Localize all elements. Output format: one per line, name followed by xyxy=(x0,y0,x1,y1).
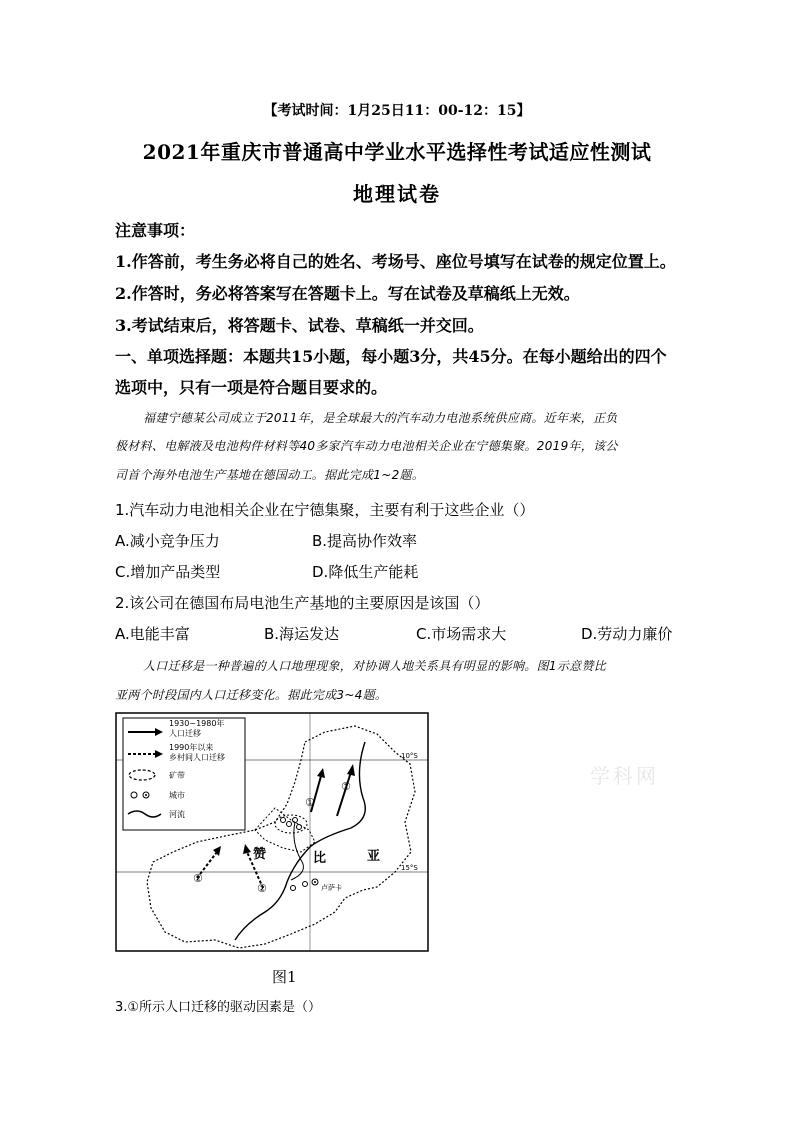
passage-line: 极材料、电解液及电池构件材料等40多家汽车动力电池相关企业在宁德集聚。2019年，该公 xyxy=(115,439,618,453)
country-name-char: 亚 xyxy=(367,849,381,864)
zambia-migration-map xyxy=(115,712,429,952)
notice-item: 3.考试结束后，将答题卡、试卷、草稿纸一并交回。 xyxy=(115,316,484,335)
legend-label: 1930~1980年 xyxy=(169,719,225,728)
q1-option-a: A.减小竞争压力 xyxy=(115,532,220,550)
exam-subtitle: 地理试卷 xyxy=(353,182,441,206)
notice-item: 1.作答前，考生务必将自己的姓名、考场号、座位号填写在试卷的规定位置上。 xyxy=(115,252,676,271)
marker-label: ① xyxy=(341,780,351,793)
passage-line: 福建宁德某公司成立于2011年，是全球最大的汽车动力电池系统供应商。近年来，正负 xyxy=(143,411,618,425)
legend-label: 1990年以来 xyxy=(169,743,214,752)
city-label-lusaka: 卢萨卡 xyxy=(321,884,342,892)
legend-label: 城市 xyxy=(169,791,185,800)
q1-option-b: B.提高协作效率 xyxy=(312,532,418,550)
question-1-stem: 1.汽车动力电池相关企业在宁德集聚，主要有利于这些企业（） xyxy=(115,501,535,519)
marker-label: ② xyxy=(257,882,267,895)
notice-heading: 注意事项： xyxy=(115,221,196,240)
question-3-stem: 3.①所示人口迁移的驱动因素是（） xyxy=(115,1000,322,1015)
figure-caption: 图1 xyxy=(272,968,297,986)
passage-line: 人口迁移是一种普遍的人口地理现象，对协调人地关系具有明显的影响。图1示意赞比 xyxy=(143,659,607,673)
legend-label: 人口迁移 xyxy=(169,729,201,738)
q2-option-c: C.市场需求大 xyxy=(416,625,507,643)
q2-option-a: A.电能丰富 xyxy=(115,625,190,643)
country-name-char: 比 xyxy=(313,851,327,866)
lat-label: 10°S xyxy=(401,752,418,760)
marker-label: ① xyxy=(305,796,315,809)
q1-option-d: D.降低生产能耗 xyxy=(312,563,419,581)
country-name-char: 赞 xyxy=(253,847,267,862)
passage-line: 司首个海外电池生产基地在德国动工。据此完成1~2题。 xyxy=(115,468,425,482)
question-2-stem: 2.该公司在德国布局电池生产基地的主要原因是该国（） xyxy=(115,594,490,612)
passage-line: 亚两个时段国内人口迁移变化。据此完成3~4题。 xyxy=(115,688,388,702)
q1-option-c: C.增加产品类型 xyxy=(115,563,221,581)
q2-option-b: B.海运发达 xyxy=(264,625,340,643)
notice-item: 2.作答时，务必将答案写在答题卡上。写在试卷及草稿纸上无效。 xyxy=(115,284,580,303)
exam-title: 2021年重庆市普通高中学业水平选择性考试适应性测试 xyxy=(142,140,652,164)
legend-label: 河流 xyxy=(169,810,185,819)
section-heading-cont: 选项中，只有一项是符合题目要求的。 xyxy=(115,378,388,397)
exam-time: 【考试时间：1月25日11：00-12：15】 xyxy=(263,103,531,119)
section-heading: 一、单项选择题：本题共15小题，每小题3分，共45分。在每小题给出的四个 xyxy=(115,347,667,366)
legend-label: 矿带 xyxy=(169,771,185,780)
legend-label: 乡村间人口迁移 xyxy=(169,753,225,762)
marker-label: ② xyxy=(193,872,203,885)
q2-option-d: D.劳动力廉价 xyxy=(581,625,673,643)
watermark: 学科网 xyxy=(590,764,659,788)
lat-label: 15°S xyxy=(401,864,418,872)
